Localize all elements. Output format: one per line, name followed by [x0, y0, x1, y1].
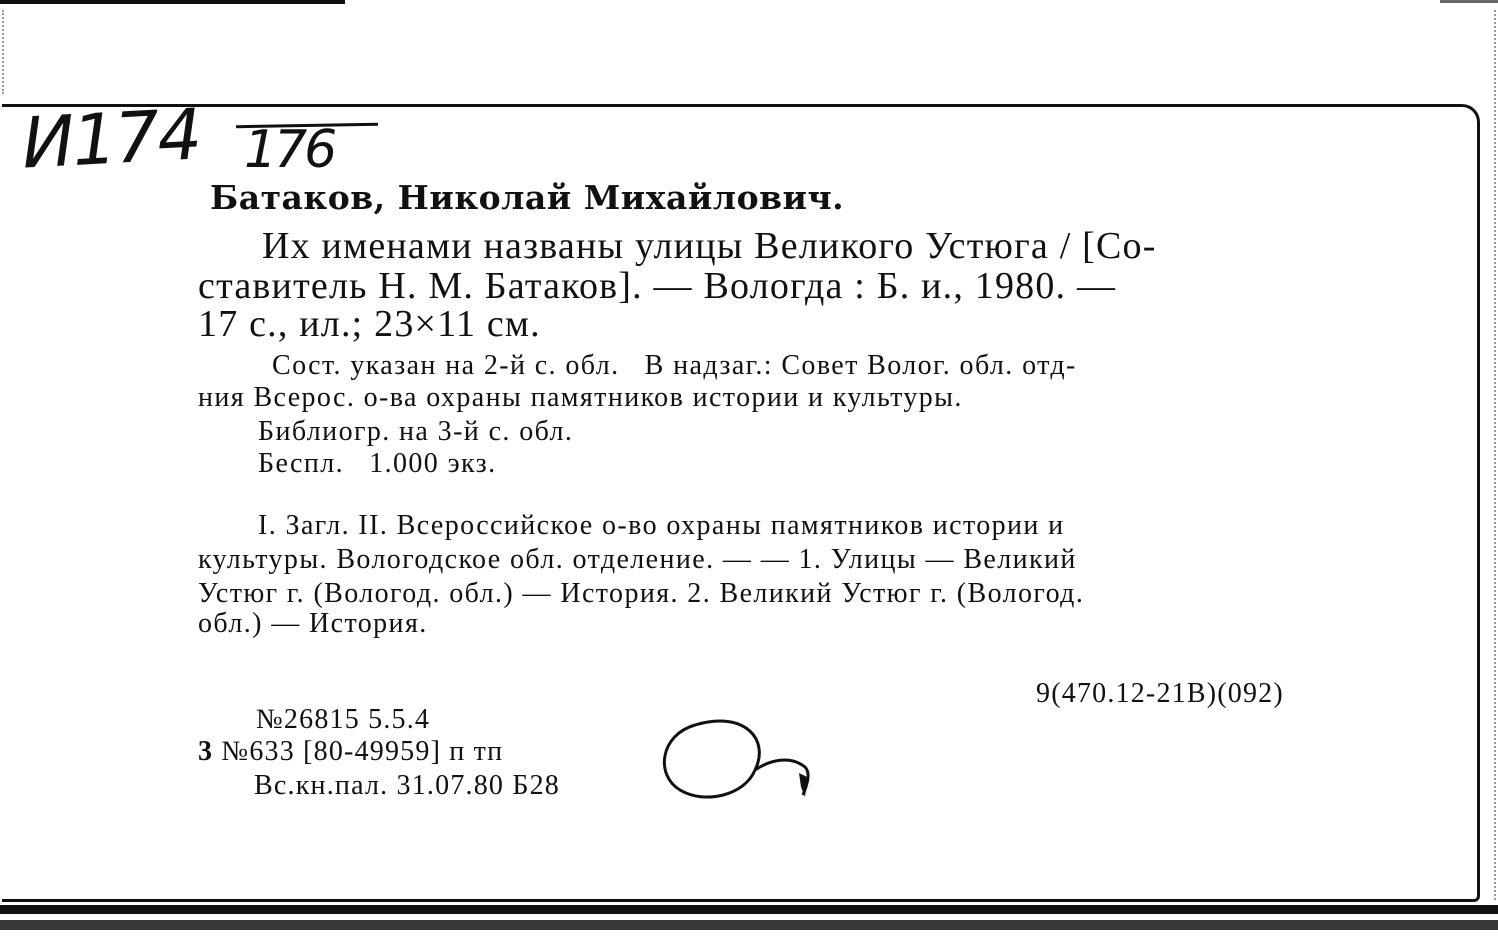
classification-number: 9(470.12-21В)(092) [1036, 678, 1284, 709]
scan-dots-right [1494, 10, 1496, 900]
title-line-2: ставитель Н. М. Батаков]. — Вологда : Б. и., 1980. — [198, 265, 1117, 307]
title-line-1: Их именами названы улицы Великого Устюга / [Со- [262, 225, 1157, 267]
stock-line-2-prefix: 3 [198, 736, 214, 767]
tracing-line-3: Устюг г. (Вологод. обл.) — История. 2. Великий Устюг г. (Вологод. [198, 578, 1085, 609]
tracing-line-2: культуры. Вологодское обл. отделение. — — 1. Улицы — Великий [198, 544, 1077, 575]
note-line-3: Библиогр. на 3-й с. обл. [258, 416, 574, 447]
tracing-line-1: I. Загл. II. Всероссийское о-во охраны памятников истории и [258, 510, 1065, 541]
title-line-3: 17 с., ил.; 23×11 см. [198, 303, 541, 345]
stock-line-3: Вс.кн.пал. 31.07.80 Б28 [254, 770, 561, 801]
call-number: И174 [19, 93, 203, 185]
stock-line-2-rest: №633 [80-49959] п тп [213, 736, 504, 767]
scan-edge-top-right [1440, 0, 1498, 3]
author-heading: Батаков, Николай Михайлович. [210, 178, 845, 217]
scan-edge-top [0, 0, 345, 4]
card-bottom-shadow [0, 920, 1498, 930]
stock-line-2 [198, 736, 503, 768]
note-line-4: Беспл. 1.000 экз. [258, 448, 497, 479]
card-bottom-edge [0, 905, 1498, 914]
stock-line-1: №26815 5.5.4 [256, 704, 431, 735]
note-line-2: ния Всерос. о-ва охраны памятников истории и культуры. [198, 382, 963, 413]
stamp-drawing [655, 715, 825, 815]
tracing-line-4: обл.) — История. [198, 608, 428, 639]
note-line-1: Сост. указан на 2-й с. обл. В надзаг.: Совет Волог. обл. отд- [272, 350, 1077, 381]
call-number-alt: 176 [244, 120, 335, 180]
scan-dots-left [2, 10, 4, 94]
